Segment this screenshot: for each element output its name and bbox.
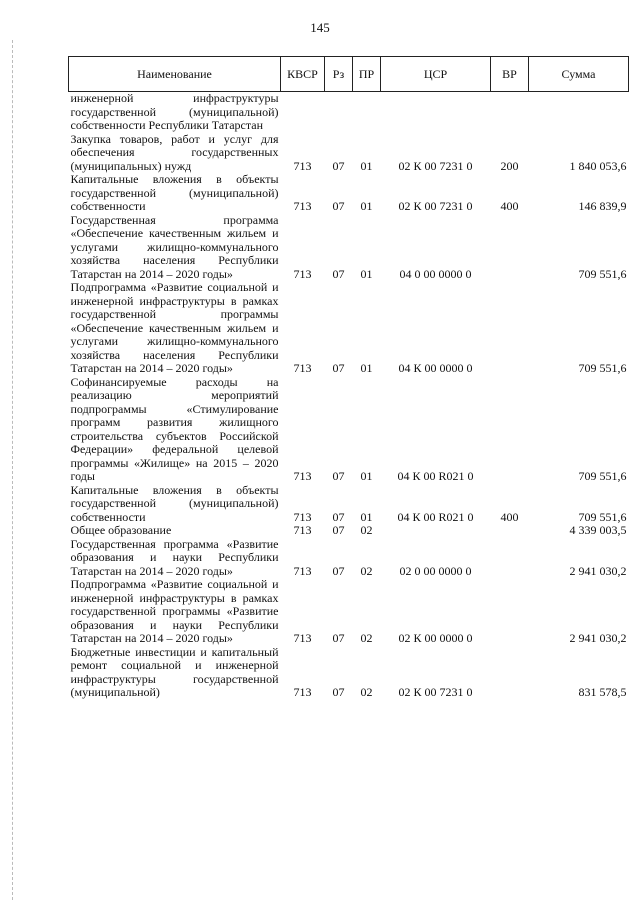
cell-kvsr: 713 bbox=[293, 523, 312, 537]
cell-sum: 709 551,6 bbox=[578, 361, 627, 375]
cell-name: Общее образование bbox=[70, 523, 172, 537]
cell-kvsr bbox=[281, 92, 325, 133]
cell-csr: 04 0 00 0000 0 bbox=[399, 266, 472, 281]
cell-pr: 02 bbox=[360, 563, 373, 578]
cell-csr: 04 К 00 R021 0 bbox=[397, 469, 474, 483]
cell-rz: 07 bbox=[332, 523, 345, 537]
cell-kvsr: 713 bbox=[293, 563, 312, 578]
cell-pr: 01 bbox=[360, 158, 373, 173]
cell-vr bbox=[491, 214, 529, 282]
table-row bbox=[69, 281, 629, 376]
table-row bbox=[69, 376, 629, 484]
cell-csr: 02 К 00 0000 0 bbox=[398, 631, 473, 645]
table-row bbox=[69, 646, 629, 700]
table-row bbox=[69, 578, 629, 646]
cell-csr bbox=[381, 524, 491, 538]
cell-kvsr: 713 bbox=[293, 361, 312, 375]
cell-name: Государственная программа «Обеспечение качественным жильем и услугами жилищно-коммунального хозяйства населения Республики Татарстан на 2014 – 2020 годы» bbox=[70, 212, 279, 281]
cell-csr: 02 К 00 7231 0 bbox=[398, 685, 473, 699]
cell-csr bbox=[381, 92, 491, 133]
header-csr: ЦСР bbox=[381, 57, 491, 92]
cell-pr: 01 bbox=[360, 199, 373, 213]
header-pr: ПР bbox=[353, 57, 381, 92]
cell-pr: 01 bbox=[360, 469, 373, 483]
cell-kvsr: 713 bbox=[293, 158, 312, 173]
cell-rz: 07 bbox=[332, 509, 345, 524]
cell-csr: 04 К 00 R021 0 bbox=[397, 509, 474, 524]
cell-pr: 02 bbox=[360, 685, 373, 699]
cell-name: Подпрограмма «Развитие социальной и инженерной инфраструктуры в рамках государственной программы «Развитие образования и науки Республики Татарстан на 2014 – 2020 годы» bbox=[70, 577, 279, 645]
binding-margin-line bbox=[12, 40, 13, 900]
table-row bbox=[69, 538, 629, 579]
budget-table bbox=[68, 56, 629, 700]
header-vr: ВР bbox=[491, 57, 529, 92]
table-row bbox=[69, 214, 629, 282]
cell-rz bbox=[325, 92, 353, 133]
table-row bbox=[69, 133, 629, 174]
table-row bbox=[69, 524, 629, 538]
cell-name: инженерной инфраструктуры государственной (муниципальной) собственности Республики Татарстан bbox=[70, 91, 279, 132]
cell-kvsr: 713 bbox=[293, 199, 312, 213]
table-row bbox=[69, 92, 629, 133]
header-kvsr: КВСР bbox=[281, 57, 325, 92]
cell-vr bbox=[491, 376, 529, 484]
cell-sum: 4 339 003,5 bbox=[569, 523, 627, 537]
cell-csr: 02 К 00 7231 0 bbox=[398, 199, 473, 213]
cell-sum: 2 941 030,2 bbox=[569, 563, 627, 578]
cell-kvsr: 713 bbox=[293, 509, 312, 524]
table-row bbox=[69, 173, 629, 214]
cell-rz: 07 bbox=[332, 469, 345, 483]
cell-name: Закупка товаров, работ и услуг для обеспечения государственных (муниципальных) нужд bbox=[70, 131, 279, 173]
cell-name: Государственная программа «Развитие образования и науки Республики Татарстан на 2014 – 2020 годы» bbox=[70, 536, 279, 578]
cell-vr bbox=[491, 281, 529, 376]
cell-vr: 400 bbox=[500, 199, 519, 213]
cell-name: Подпрограмма «Развитие социальной и инженерной инфраструктуры в рамках государственной программы «Обеспечение качественным жильем и услугами жилищно-коммунального хозяйства населения Республики Татарстан на 2014 – 2020 годы» bbox=[70, 280, 279, 375]
cell-kvsr: 713 bbox=[293, 266, 312, 281]
cell-sum: 146 839,9 bbox=[578, 199, 627, 213]
cell-rz: 07 bbox=[332, 158, 345, 173]
cell-rz: 07 bbox=[332, 563, 345, 578]
cell-pr: 02 bbox=[360, 523, 373, 537]
cell-csr: 02 0 00 0000 0 bbox=[399, 563, 472, 578]
cell-vr bbox=[491, 92, 529, 133]
cell-sum: 1 840 053,6 bbox=[569, 158, 627, 173]
cell-pr: 01 bbox=[360, 361, 373, 375]
cell-kvsr: 713 bbox=[293, 685, 312, 699]
cell-name: Капитальные вложения в объекты государственной (муниципальной) собственности bbox=[70, 172, 279, 213]
cell-name: Софинансируемые расходы на реализацию мероприятий подпрограммы «Стимулирование программ развития жилищного строительства субъектов Российской Федерации» федеральной целевой программы «Жилище» на 2015 – 2020 годы bbox=[70, 374, 279, 483]
cell-vr: 200 bbox=[500, 158, 519, 173]
cell-rz: 07 bbox=[332, 199, 345, 213]
cell-rz: 07 bbox=[332, 266, 345, 281]
cell-vr bbox=[491, 524, 529, 538]
table-header bbox=[69, 57, 629, 92]
header-name: Наименование bbox=[69, 57, 281, 92]
table-row bbox=[69, 484, 629, 525]
cell-kvsr: 713 bbox=[293, 631, 312, 645]
cell-sum bbox=[529, 92, 629, 133]
page-number: 145 bbox=[310, 20, 330, 35]
cell-sum: 709 551,6 bbox=[578, 509, 627, 524]
cell-rz: 07 bbox=[332, 631, 345, 645]
cell-kvsr: 713 bbox=[293, 469, 312, 483]
cell-sum: 2 941 030,2 bbox=[569, 631, 627, 645]
cell-sum: 831 578,5 bbox=[578, 685, 627, 699]
cell-vr bbox=[491, 646, 529, 700]
cell-csr: 02 К 00 7231 0 bbox=[398, 158, 473, 173]
cell-pr: 02 bbox=[360, 631, 373, 645]
cell-vr bbox=[491, 578, 529, 646]
table-body bbox=[69, 92, 629, 700]
cell-pr: 01 bbox=[360, 266, 373, 281]
cell-rz: 07 bbox=[332, 361, 345, 375]
cell-name: Бюджетные инвестиции и капитальный ремонт социальной и инженерной инфраструктуры государственной (муниципальной) bbox=[70, 644, 279, 699]
cell-csr: 04 К 00 0000 0 bbox=[398, 361, 473, 375]
cell-sum: 709 551,6 bbox=[578, 266, 627, 281]
header-sum: Сумма bbox=[529, 57, 629, 92]
cell-vr: 400 bbox=[500, 509, 519, 524]
header-rz: Рз bbox=[325, 57, 353, 92]
cell-rz: 07 bbox=[332, 685, 345, 699]
cell-name: Капитальные вложения в объекты государственной (муниципальной) собственности bbox=[70, 482, 279, 524]
cell-sum: 709 551,6 bbox=[578, 469, 627, 483]
cell-pr bbox=[353, 92, 381, 133]
cell-vr bbox=[491, 538, 529, 579]
cell-pr: 01 bbox=[360, 509, 373, 524]
